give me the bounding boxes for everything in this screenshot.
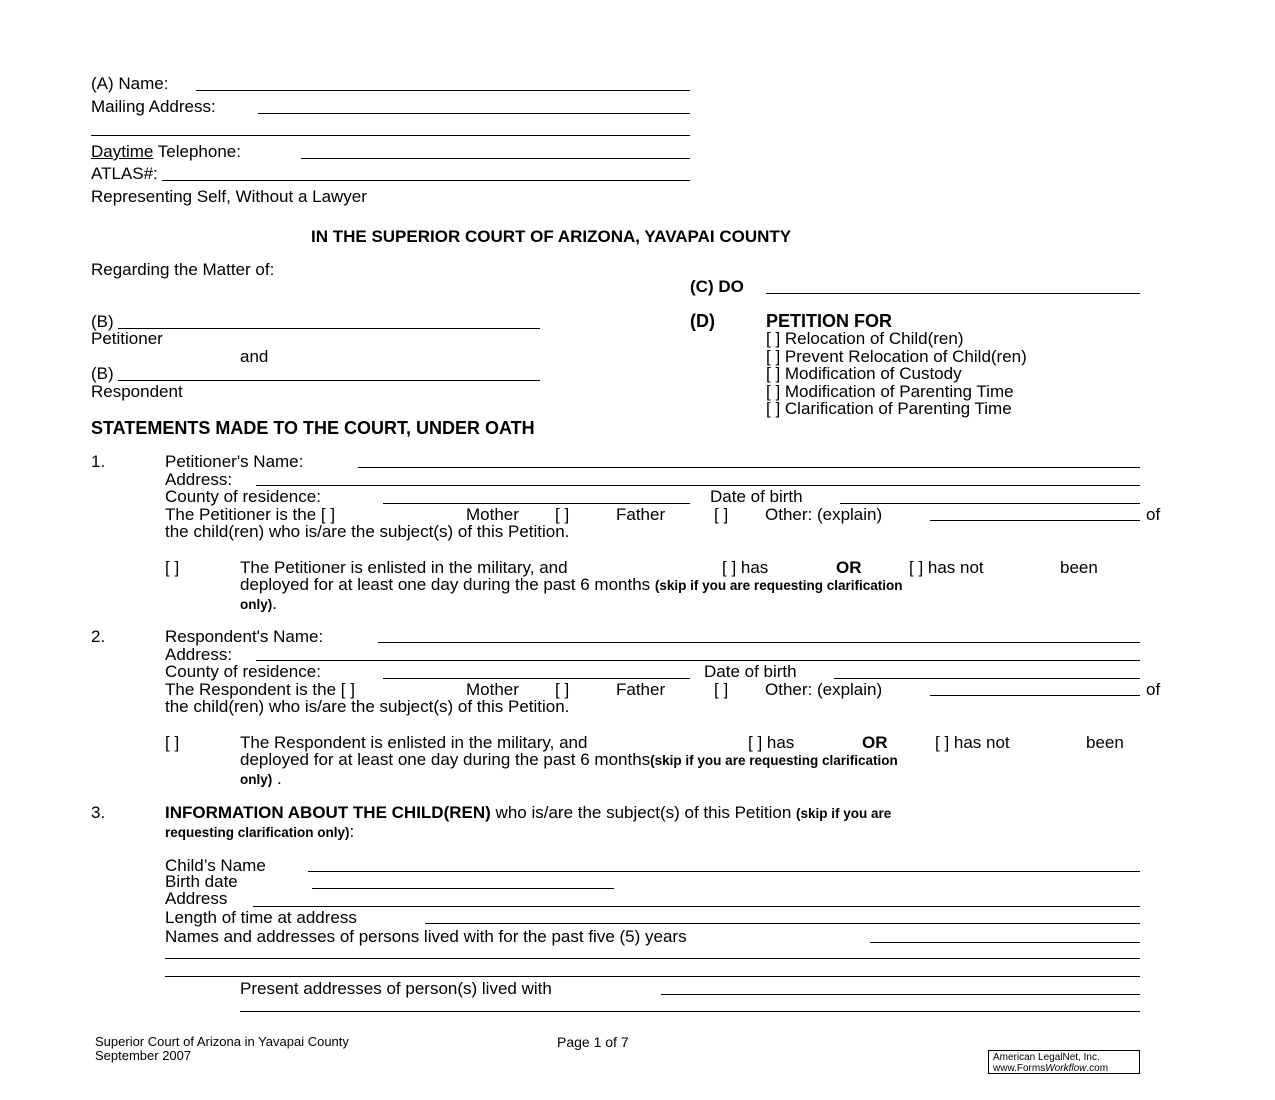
only-note: only) (240, 597, 273, 612)
other-explain-field[interactable] (930, 520, 1140, 521)
petitioner-name-label: Petitioner's Name: (165, 452, 304, 471)
has-not-checkbox[interactable]: [ ] has not (935, 733, 1010, 752)
children-info-heading (165, 804, 891, 823)
other-explain-label: Other: (explain) (765, 680, 883, 699)
has-checkbox[interactable]: [ ] has (722, 558, 769, 577)
footer-date: September 2007 (95, 1048, 192, 1063)
length-at-address-label: Length of time at address (165, 908, 357, 927)
or-label: OR (836, 558, 862, 577)
respondent-address-label: Address: (165, 645, 233, 664)
or-label: OR (862, 733, 888, 752)
other-checkbox[interactable]: [ ] (714, 505, 729, 524)
petitioner-fullname-field[interactable] (358, 467, 1140, 468)
petitioner-is-the: The Petitioner is the [ ] (165, 505, 336, 524)
section-number: 2. (91, 627, 106, 646)
petitioner-dob-field[interactable] (840, 503, 1140, 504)
and-label: and (240, 347, 269, 366)
of-label: of (1146, 680, 1161, 699)
mother-label: Mother (466, 680, 519, 699)
section-number: 3. (91, 803, 106, 822)
skip-note: (skip if you are requesting clarification (654, 578, 903, 593)
mailing-address-label: Mailing Address: (91, 97, 216, 116)
daytime-label: Daytime (91, 142, 154, 161)
child-address-field[interactable] (253, 906, 1140, 907)
of-label: of (1146, 505, 1161, 524)
telephone-field[interactable] (301, 158, 690, 159)
other-checkbox[interactable]: [ ] (714, 680, 729, 699)
brand-box (988, 1050, 1140, 1074)
military-text: The Respondent is enlisted in the military, and (240, 733, 588, 752)
child-address-label: Address (165, 889, 228, 908)
atlas-field[interactable] (162, 180, 690, 181)
brand-line-1: American LegalNet, Inc. (993, 1052, 1100, 1063)
petition-for-heading: PETITION FOR (766, 311, 892, 331)
child-name-field[interactable] (308, 871, 1140, 872)
petitioner-b-label: (B) (91, 312, 114, 331)
telephone-label-text: Telephone: (157, 142, 241, 161)
deployed-text (240, 751, 898, 770)
has-not-checkbox[interactable]: [ ] has not (909, 558, 984, 577)
deployed-text (240, 576, 902, 595)
respondent-dob-field[interactable] (834, 678, 1140, 679)
respondent-name-field[interactable] (118, 380, 540, 381)
children-skip-line (165, 823, 354, 842)
only-end: . (272, 769, 282, 788)
mailing-address-field[interactable] (258, 113, 690, 114)
petition-option[interactable]: [ ] Modification of Custody (766, 364, 962, 383)
deployed-line: deployed for at least one day during the past 6 months (240, 750, 651, 769)
petitioner-address-field[interactable] (256, 485, 1140, 486)
children-subject-text: the child(ren) who is/are the subject(s) of this Petition. (165, 697, 570, 716)
child-name-label: Child’s Name (165, 856, 266, 875)
father-label: Father (616, 680, 666, 699)
name-field[interactable] (196, 90, 690, 91)
present-addresses-field-2[interactable] (240, 1011, 1140, 1012)
children-skip-colon: : (349, 822, 355, 841)
page-number: Page 1 of 7 (557, 1034, 629, 1050)
telephone-label (91, 143, 241, 161)
respondent-label: Respondent (91, 382, 183, 401)
petition-option[interactable]: [ ] Relocation of Child(ren) (766, 329, 964, 348)
petitioner-address-label: Address: (165, 470, 233, 489)
petition-option[interactable]: [ ] Modification of Parenting Time (766, 382, 1014, 401)
only-note: only) (240, 772, 273, 787)
footer-court: Superior Court of Arizona in Yavapai County (95, 1034, 349, 1049)
children-info-bold: INFORMATION ABOUT THE CHILD(REN) (165, 803, 491, 822)
regarding-label: Regarding the Matter of: (91, 260, 275, 279)
father-checkbox[interactable]: [ ] (555, 505, 570, 524)
brand-url-b: Workflow (1045, 1063, 1087, 1074)
persons-lived-with-field-3[interactable] (165, 976, 1140, 977)
respondent-is-the: The Respondent is the [ ] (165, 680, 355, 699)
military-text: The Petitioner is enlisted in the military, and (240, 558, 568, 577)
atlas-label: ATLAS#: (91, 164, 158, 183)
persons-lived-with-field[interactable] (870, 942, 1140, 943)
respondent-name-label: Respondent's Name: (165, 627, 324, 646)
petitioner-county-label: County of residence: (165, 487, 321, 506)
petition-option[interactable]: [ ] Clarification of Parenting Time (766, 399, 1012, 418)
petitioner-dob-label: Date of birth (710, 487, 803, 506)
petitioner-name-field[interactable] (118, 328, 540, 329)
case-number-field[interactable] (766, 293, 1140, 294)
petitioner-label: Petitioner (91, 329, 163, 348)
only-text (240, 770, 282, 789)
brand-line-2 (993, 1063, 1139, 1074)
brand-url-a: www.Forms (993, 1063, 1046, 1074)
petitioner-county-field[interactable] (383, 503, 690, 504)
respondent-fullname-field[interactable] (378, 642, 1140, 643)
section-number: 1. (91, 452, 106, 471)
respondent-county-label: County of residence: (165, 662, 321, 681)
has-checkbox[interactable]: [ ] has (748, 733, 795, 752)
present-addresses-label: Present addresses of person(s) lived with (240, 979, 552, 998)
statements-heading: STATEMENTS MADE TO THE COURT, UNDER OATH (91, 418, 535, 438)
deployed-line: deployed for at least one day during the past 6 months (240, 575, 651, 594)
respondent-dob-label: Date of birth (704, 662, 797, 681)
representing-text: Representing Self, Without a Lawyer (91, 187, 367, 206)
children-info-rest: who is/are the subject(s) of this Petition (495, 803, 792, 822)
mother-label: Mother (466, 505, 519, 524)
name-label: (A) Name: (91, 74, 169, 93)
respondent-county-field[interactable] (383, 678, 690, 679)
persons-lived-with-label: Names and addresses of persons lived with for the past five (5) years (165, 927, 687, 946)
military-checkbox[interactable]: [ ] (165, 558, 180, 577)
respondent-b-label: (B) (91, 364, 114, 383)
military-checkbox[interactable]: [ ] (165, 733, 180, 752)
length-at-address-field[interactable] (425, 923, 1140, 924)
present-addresses-field[interactable] (661, 994, 1140, 995)
brand-url-c: .com (1086, 1063, 1109, 1074)
been-label: been (1086, 733, 1124, 752)
other-explain-field[interactable] (930, 695, 1140, 696)
only-end: . (272, 594, 277, 613)
skip-note: (skip if you are requesting clarification (650, 753, 898, 768)
petition-d-label: (D) (690, 311, 715, 331)
persons-lived-with-field-2[interactable] (165, 958, 1140, 959)
birth-date-label: Birth date (165, 872, 238, 891)
children-subject-text: the child(ren) who is/are the subject(s) of this Petition. (165, 522, 570, 541)
father-checkbox[interactable]: [ ] (555, 680, 570, 699)
birth-date-field[interactable] (312, 888, 614, 889)
children-skip-note: (skip if you are (796, 806, 892, 821)
other-explain-label: Other: (explain) (765, 505, 883, 524)
been-label: been (1060, 558, 1098, 577)
petition-option[interactable]: [ ] Prevent Relocation of Child(ren) (766, 347, 1027, 366)
mailing-address-field-2[interactable] (91, 135, 690, 136)
father-label: Father (616, 505, 666, 524)
court-title: IN THE SUPERIOR COURT OF ARIZONA, YAVAPAI COUNTY (311, 227, 792, 246)
children-skip-note-2: requesting clarification only) (165, 825, 350, 840)
only-text (240, 595, 277, 614)
case-number-label: (C) DO (690, 277, 744, 296)
respondent-address-field[interactable] (256, 660, 1140, 661)
